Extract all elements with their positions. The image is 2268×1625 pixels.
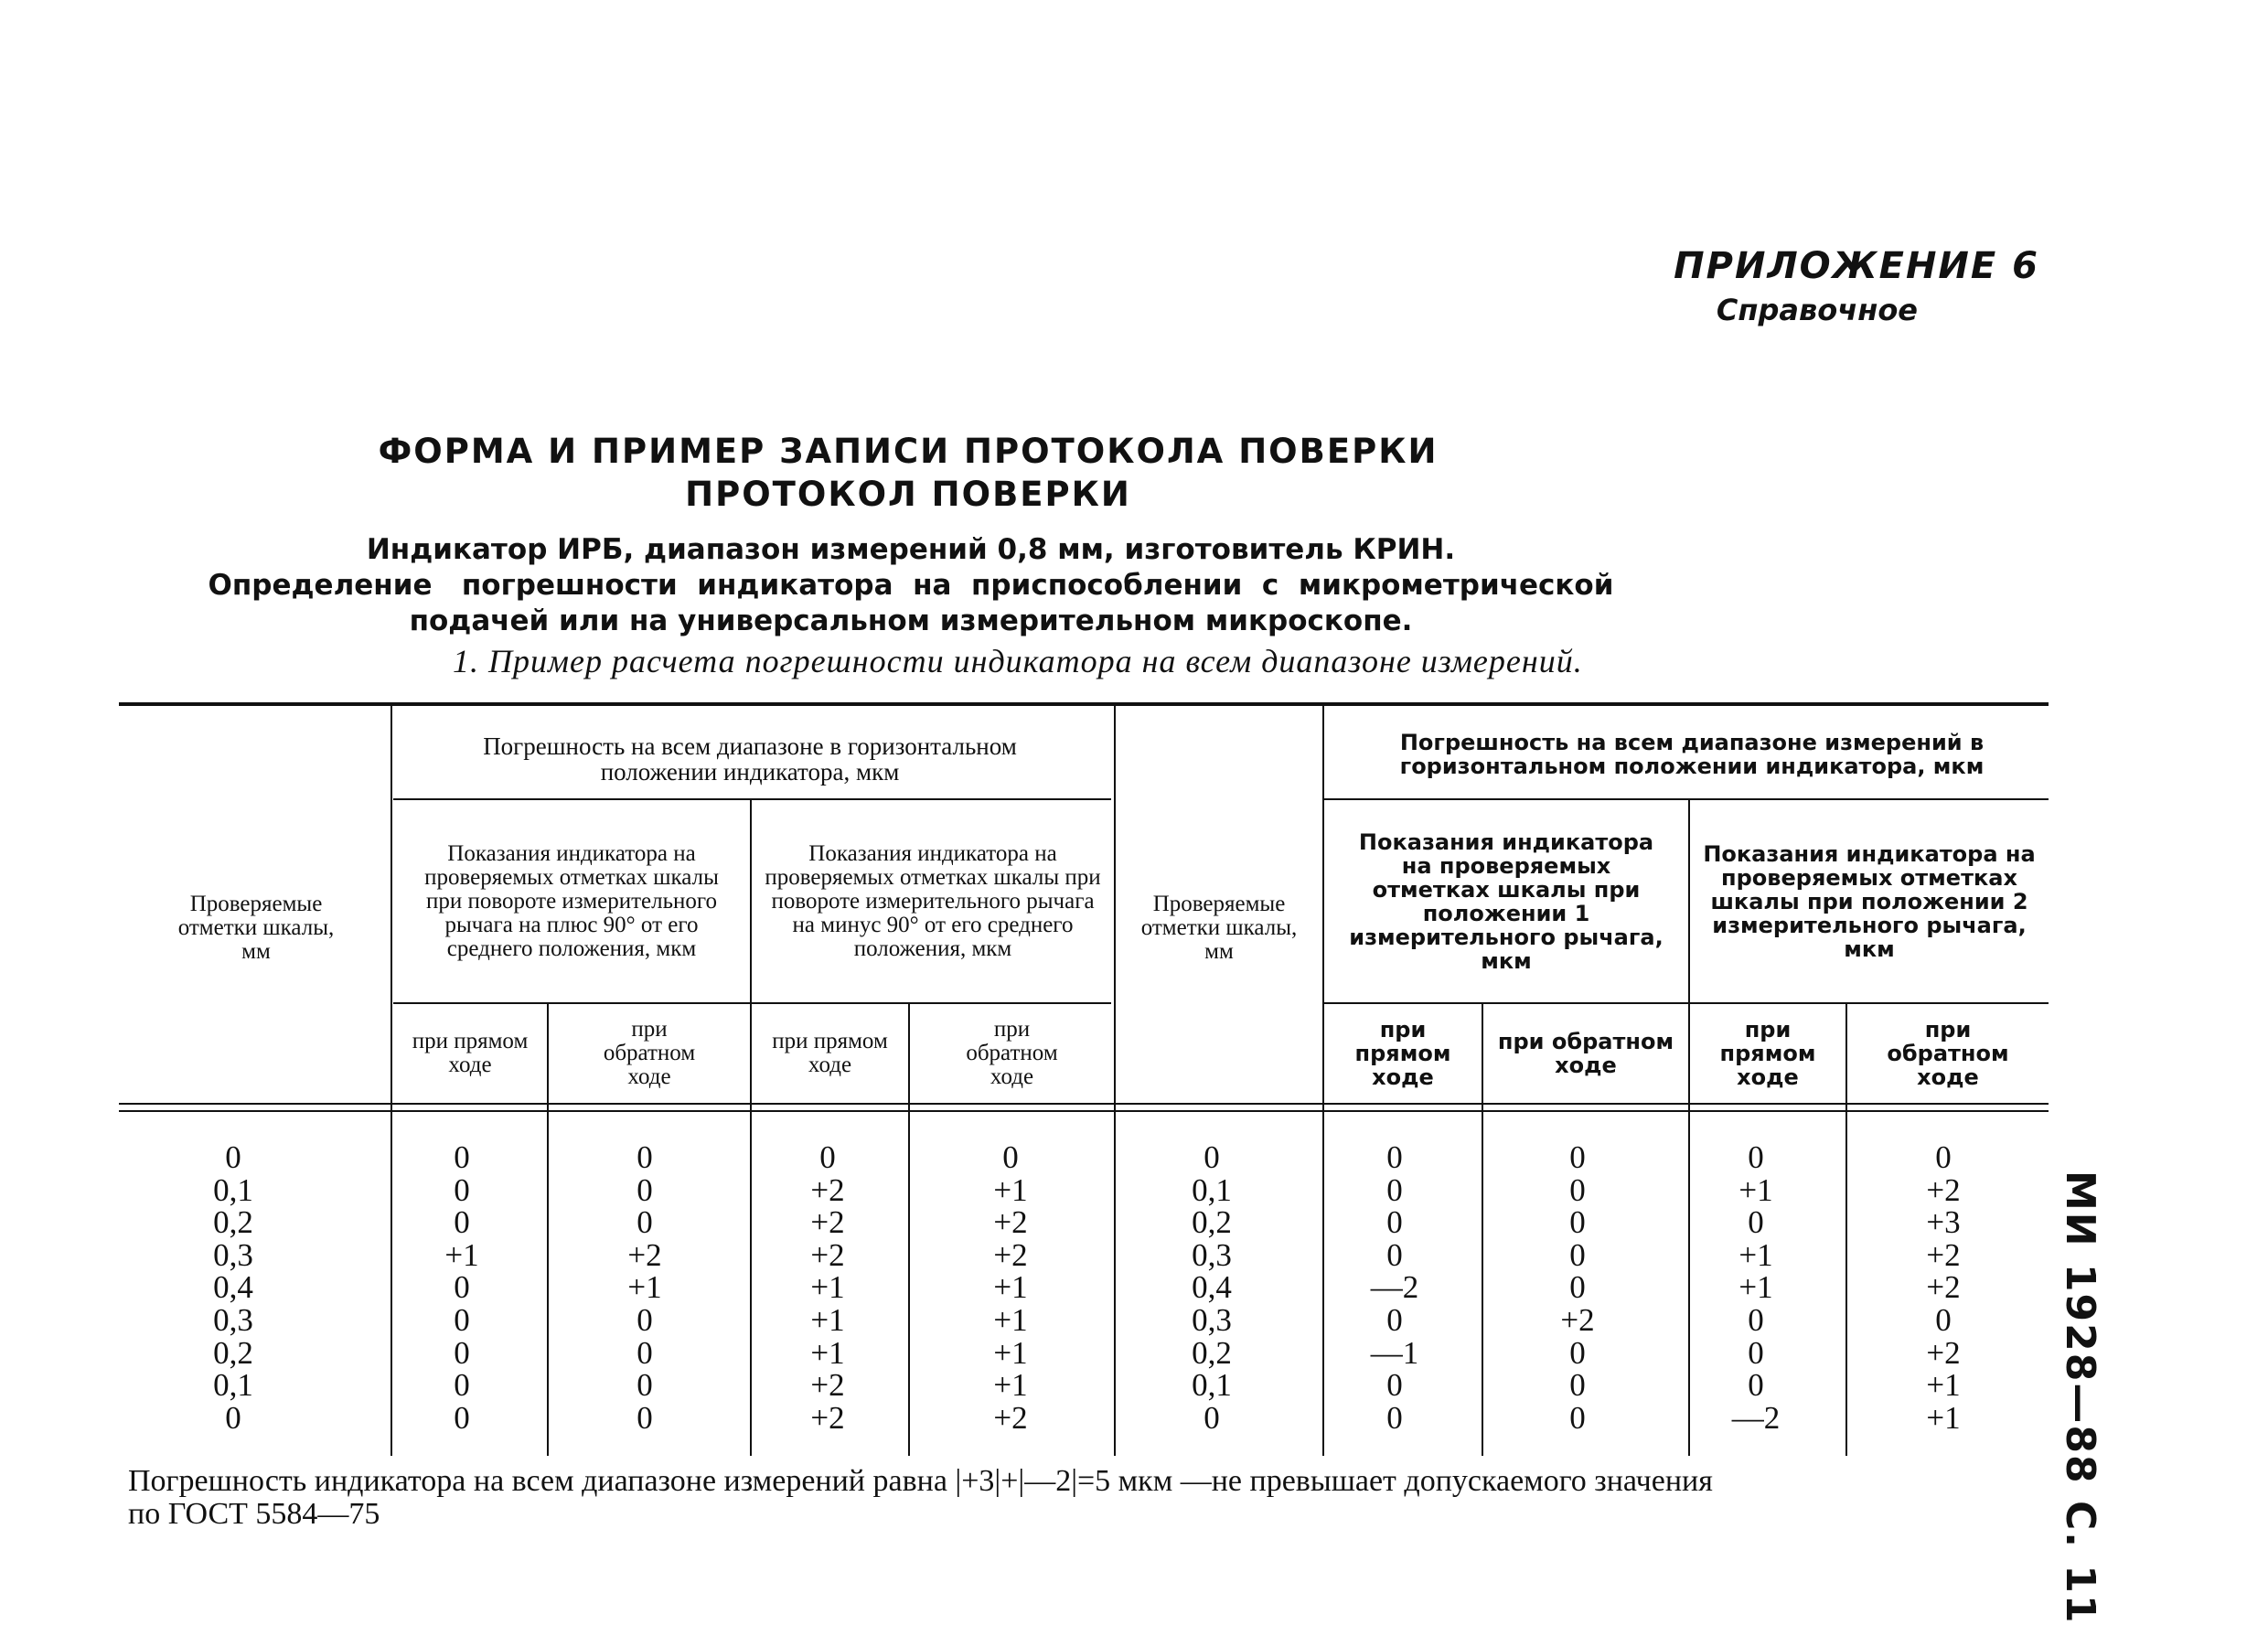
table-cell: 0: [1569, 1204, 1586, 1241]
table-cell: 0,1: [213, 1367, 253, 1404]
header-col-8: при обратном ходе: [1887, 1017, 2009, 1090]
rule-group2: [1324, 798, 2049, 800]
table-cell: 0: [454, 1139, 470, 1175]
table-cell: +2: [810, 1171, 845, 1208]
table-top-rule: [119, 702, 2049, 706]
appendix-title: ПРИЛОЖЕНИЕ 6: [1674, 245, 2039, 287]
header-col-1: при прямом ходе: [412, 1029, 529, 1077]
table-cell: +2: [810, 1204, 845, 1241]
intro-paragraph: [0, 532, 2268, 639]
appendix-subtitle: Справочное: [1716, 293, 1918, 327]
column-marks-left: [183, 1141, 284, 1434]
table-cell: 0: [1569, 1334, 1586, 1371]
table-cell: 0: [225, 1139, 241, 1175]
table-cell: 0: [454, 1171, 470, 1208]
table-cell: 0: [454, 1301, 470, 1338]
table-cell: 0: [1386, 1301, 1403, 1338]
header-marks-mid: Проверяемые отметки шкалы, мм: [1140, 892, 1298, 964]
table-cell: +1: [1738, 1236, 1773, 1273]
rule-sub-right: [1324, 1002, 2049, 1004]
header-col-3: при прямом ходе: [772, 1029, 888, 1077]
table-cell: 0: [454, 1399, 470, 1436]
table-cell: +1: [993, 1334, 1028, 1371]
table-cell: 0,2: [213, 1334, 253, 1371]
title-line-1: ФОРМА И ПРИМЕР ЗАПИСИ ПРОТОКОЛА ПОВЕРКИ: [378, 432, 1439, 471]
table-cell: 0: [1569, 1171, 1586, 1208]
document-code-label: МИ 1928—88 С. 11: [2057, 1171, 2103, 1625]
column-c1: [412, 1141, 512, 1434]
table-cell: 0: [1935, 1301, 1952, 1338]
table-cell: +1: [810, 1269, 845, 1306]
table-cell: 0,2: [1192, 1334, 1232, 1371]
table-cell: 0: [1204, 1399, 1220, 1436]
table-cell: 0,3: [213, 1236, 253, 1273]
table-cell: 0,3: [1192, 1301, 1232, 1338]
column-c5: [1344, 1141, 1445, 1434]
col-divider: [390, 706, 392, 1456]
rule-group1: [393, 798, 1111, 800]
table-cell: 0: [1569, 1399, 1586, 1436]
table-cell: +1: [993, 1301, 1028, 1338]
header-group-1: Погрешность на всем диапазоне в горизонтальном положении индикатора, мкм: [483, 732, 1017, 786]
table-header-rule: [119, 1103, 2049, 1105]
header-marks-left: Проверяемые отметки шкалы, мм: [177, 892, 335, 964]
table-cell: +1: [810, 1334, 845, 1371]
header-col-5: при прямом ходе: [1354, 1017, 1451, 1090]
header-col-4: при обратном ходе: [966, 1017, 1058, 1089]
table-cell: 0: [1386, 1204, 1403, 1241]
table-cell: 0: [1386, 1367, 1403, 1404]
table-cell: 0,1: [213, 1171, 253, 1208]
header-sub-1b: Показания индикатора на проверяемых отметках шкалы при повороте измерительного рычага на минус 90° от его среднего положения, мкм: [765, 841, 1101, 961]
table-cell: +1: [1926, 1399, 1961, 1436]
table-cell: 0: [1569, 1367, 1586, 1404]
table-cell: 0: [637, 1204, 653, 1241]
table-cell: 0: [454, 1269, 470, 1306]
column-c3: [777, 1141, 878, 1434]
table-cell: +3: [1926, 1204, 1961, 1241]
header-col-7: при прямом ходе: [1719, 1017, 1816, 1090]
table-cell: +2: [1926, 1171, 1961, 1208]
table-cell: —2: [1731, 1399, 1781, 1436]
table-cell: 0: [1204, 1139, 1220, 1175]
conclusion-text: [128, 1465, 2049, 1531]
col-divider: [1114, 706, 1116, 1456]
table-cell: +1: [1738, 1269, 1773, 1306]
table-cell: —2: [1370, 1269, 1419, 1306]
table-cell: 0: [637, 1139, 653, 1175]
table-cell: 0: [637, 1301, 653, 1338]
table-cell: +2: [1926, 1269, 1961, 1306]
table-cell: 0: [454, 1204, 470, 1241]
table-cell: 0: [1002, 1139, 1019, 1175]
table-cell: 0,3: [213, 1301, 253, 1338]
header-col-6: при обратном ходе: [1497, 1029, 1674, 1078]
table-cell: —1: [1370, 1334, 1419, 1371]
conclusion-line-2: по ГОСТ 5584—75: [128, 1497, 380, 1531]
table-cell: 0: [1569, 1269, 1586, 1306]
table-cell: +2: [810, 1399, 845, 1436]
table-cell: 0: [1569, 1236, 1586, 1273]
table-cell: 0: [1748, 1301, 1764, 1338]
example-heading: 1. Пример расчета погрешности индикатора на всем диапазоне измерений.: [453, 643, 1583, 679]
table-cell: 0: [637, 1399, 653, 1436]
column-c4: [960, 1141, 1061, 1434]
table-cell: 0: [637, 1367, 653, 1404]
table-cell: +2: [810, 1367, 845, 1404]
column-marks-mid: [1161, 1141, 1262, 1434]
header-group-2: Погрешность на всем диапазоне измерений в горизонтальном положении индикатора, мкм: [1399, 730, 1984, 779]
table-cell: 0,4: [1192, 1269, 1232, 1306]
column-c6: [1527, 1141, 1628, 1434]
intro-line-3: подачей или на универсальном измерительном микроскопе.: [409, 604, 1413, 637]
table-cell: 0: [637, 1334, 653, 1371]
table-cell: 0,1: [1192, 1171, 1232, 1208]
table-cell: +1: [1926, 1367, 1961, 1404]
table-cell: 0,3: [1192, 1236, 1232, 1273]
table-cell: 0,2: [213, 1204, 253, 1241]
table-cell: 0,1: [1192, 1367, 1232, 1404]
conclusion-line-1: Погрешность индикатора на всем диапазоне измерений равна |+3|+|—2|=5 мкм —не превышает допускаемого значения: [128, 1464, 1713, 1498]
table-cell: +1: [993, 1171, 1028, 1208]
table-cell: +1: [993, 1269, 1028, 1306]
table-cell: +2: [810, 1236, 845, 1273]
table-cell: 0: [1748, 1204, 1764, 1241]
table-cell: 0,4: [213, 1269, 253, 1306]
column-c2: [594, 1141, 695, 1434]
table-cell: +1: [993, 1367, 1028, 1404]
table-cell: 0: [1748, 1334, 1764, 1371]
table-cell: 0: [637, 1171, 653, 1208]
column-c7: [1706, 1141, 1806, 1434]
table-cell: +2: [627, 1236, 662, 1273]
table-cell: +1: [810, 1301, 845, 1338]
rule-sub-left: [393, 1002, 1111, 1004]
table-cell: 0,2: [1192, 1204, 1232, 1241]
table-cell: 0: [1386, 1139, 1403, 1175]
table-cell: 0: [1386, 1399, 1403, 1436]
table-cell: +2: [993, 1399, 1028, 1436]
title-line-2: ПРОТОКОЛ ПОВЕРКИ: [685, 475, 1131, 514]
table-cell: +2: [1926, 1334, 1961, 1371]
table-cell: +1: [1738, 1171, 1773, 1208]
header-col-2: при обратном ходе: [603, 1017, 696, 1089]
table-cell: 0: [225, 1399, 241, 1436]
table-cell: +2: [993, 1236, 1028, 1273]
intro-line-1: Индикатор ИРБ, диапазон измерений 0,8 мм, изготовитель КРИН.: [366, 533, 1456, 566]
table-header-rule-2: [119, 1110, 2049, 1112]
table-cell: 0: [1386, 1236, 1403, 1273]
table-cell: 0: [1569, 1139, 1586, 1175]
header-sub-2a: Показания индикатора на проверяемых отметках шкалы при положении 1 измерительного рычага, мкм: [1349, 829, 1664, 974]
table-cell: 0: [454, 1367, 470, 1404]
table-cell: +2: [1926, 1236, 1961, 1273]
document-title: [0, 430, 2268, 516]
header-sub-2b: Показания индикатора на проверяемых отметках шкалы при положении 2 измерительного рычага, мкм: [1703, 841, 2036, 962]
header-sub-1a: Показания индикатора на проверяемых отметках шкалы при повороте измерительного рычага на плюс 90° от его среднего положения, мкм: [424, 841, 719, 961]
table-cell: +1: [627, 1269, 662, 1306]
table-cell: 0: [454, 1334, 470, 1371]
intro-line-2: Определение погрешности индикатора на приспособлении с микрометрической: [208, 569, 1614, 602]
table-cell: 0: [1386, 1171, 1403, 1208]
table-cell: 0: [1748, 1367, 1764, 1404]
table-cell: +2: [993, 1204, 1028, 1241]
column-c8: [1893, 1141, 1994, 1434]
table-cell: +1: [444, 1236, 479, 1273]
table-cell: 0: [819, 1139, 836, 1175]
table-cell: 0: [1748, 1139, 1764, 1175]
table-cell: 0: [1935, 1139, 1952, 1175]
table-cell: +2: [1560, 1301, 1595, 1338]
